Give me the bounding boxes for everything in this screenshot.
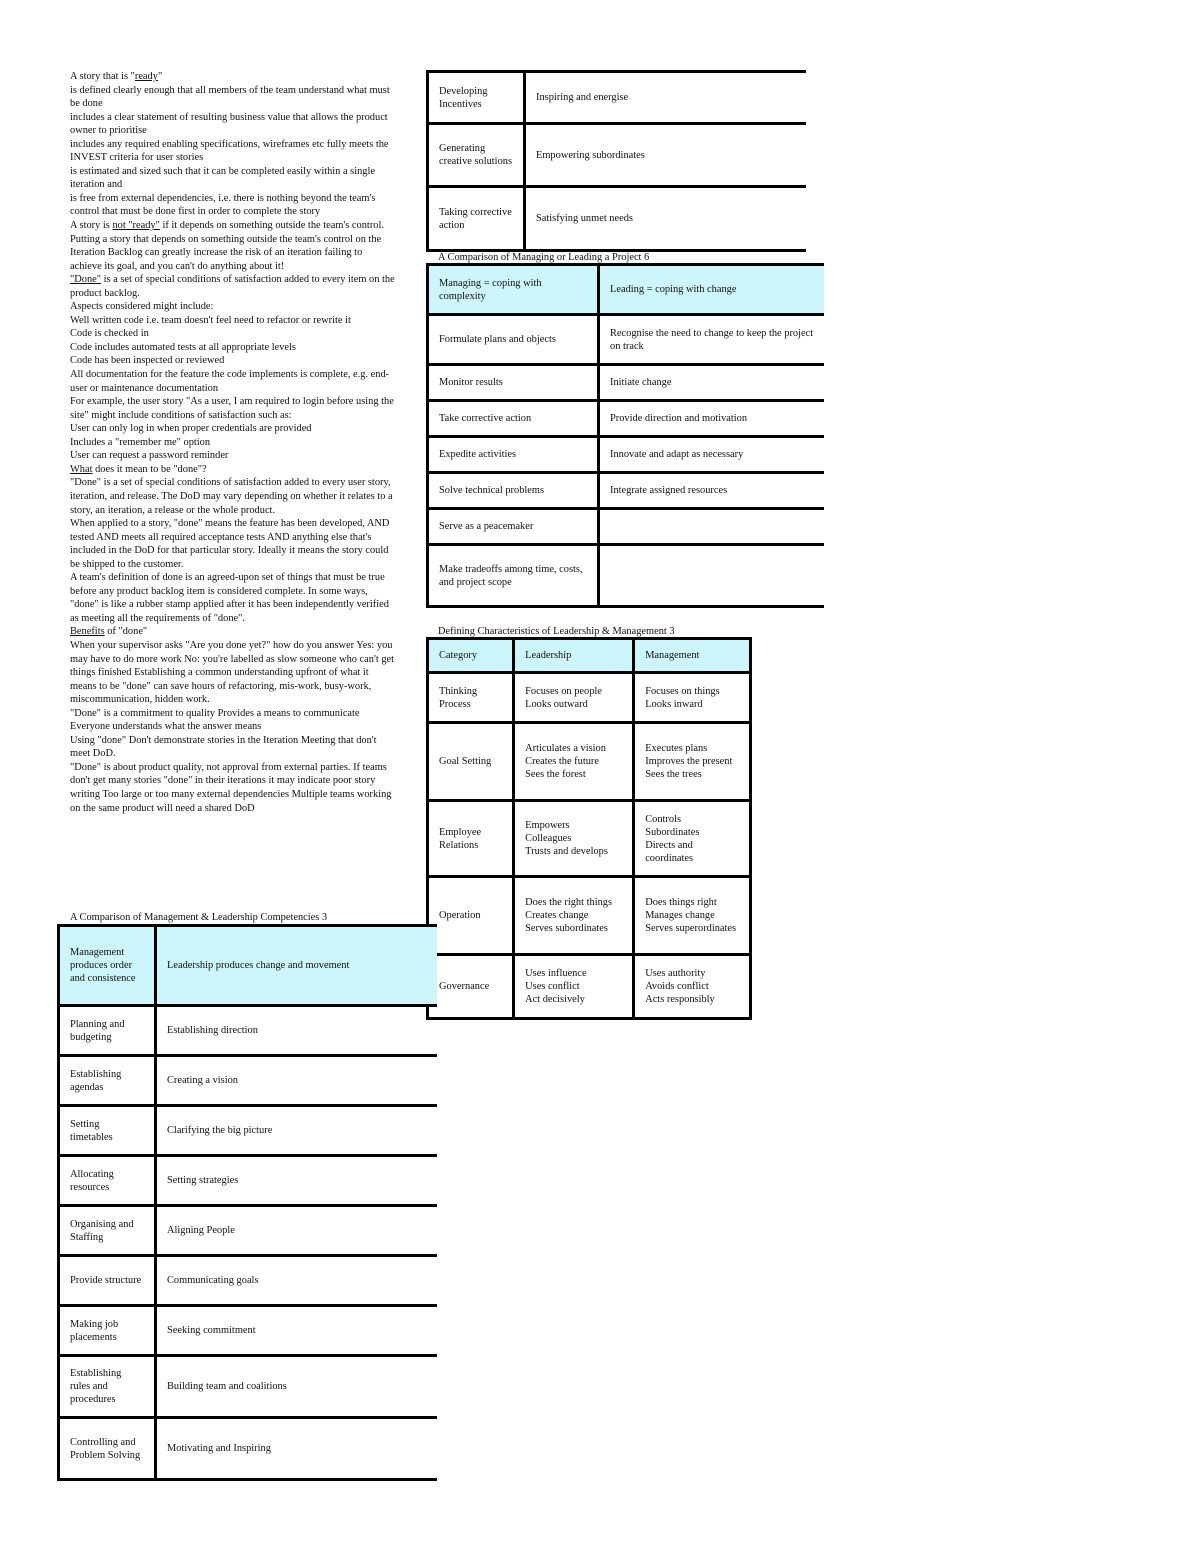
table-row: [428, 124, 807, 187]
incentives-table: [426, 70, 806, 252]
cell-line: Articulates a vision: [525, 743, 606, 754]
leadership-cell: [514, 673, 634, 723]
left-cell: Formulate plans and objects: [428, 315, 599, 365]
table-row: [59, 1056, 438, 1106]
cell-line: Directs and coordinates: [645, 839, 694, 864]
notes-line: A story is not "ready" if it depends on something outside the team's control. Putting a story that depends on something outside the team's control on the Iteration Backlog can greatly increase the risk of an iteration failing to achieve its goal, and you can't do anything about it!: [70, 220, 384, 272]
table-row: [59, 1106, 438, 1156]
characteristics-table-caption: Defining Characteristics of Leadership & Management 3: [438, 626, 675, 637]
notes-line: Code has been inspected or reviewed: [70, 355, 225, 367]
header-row: [59, 926, 438, 1006]
notes-line: All documentation for the feature the code implements is complete, e.g. end-user or maintenance documentation: [70, 369, 390, 394]
left-cell: Making job placements: [59, 1306, 156, 1356]
leadership-cell: [514, 877, 634, 955]
notes-line: Includes a "remember me" option: [70, 436, 211, 448]
left-cell: Expedite activities: [428, 437, 599, 473]
cell-line: Uses influence: [525, 968, 587, 979]
notes-line: For example, the user story "As a user, I am required to login before using the site" might include conditions of satisfaction such as:: [70, 396, 394, 421]
management-cell: [634, 877, 751, 955]
table-row: [59, 1006, 438, 1056]
header-cell: Leadership produces change and movement: [156, 926, 438, 1006]
right-cell: Seeking commitment: [156, 1306, 438, 1356]
table-row: [59, 1156, 438, 1206]
header-row: [428, 265, 825, 315]
cell-line: Manages change: [645, 910, 715, 921]
table-row: [428, 801, 751, 877]
competencies-table-caption: A Comparison of Management & Leadership Competencies 3: [70, 912, 328, 923]
header-cell: Management produces order and consistence: [59, 926, 156, 1006]
left-cell: Provide structure: [59, 1256, 156, 1306]
left-cell: Taking corrective action: [428, 187, 525, 251]
right-cell: Motivating and Inspiring: [156, 1418, 438, 1480]
header-cell: Leadership: [514, 639, 634, 673]
left-cell: Solve technical problems: [428, 473, 599, 509]
cell-line: Creates change: [525, 910, 589, 921]
right-cell: Creating a vision: [156, 1056, 438, 1106]
project-table-caption: A Comparison of Managing or Leading a Project 6: [438, 252, 650, 263]
cell-line: Serves superordinates: [645, 923, 737, 934]
right-cell: Recognise the need to change to keep the project on track: [599, 315, 825, 365]
leadership-cell: [514, 723, 634, 801]
notes-line: A story that is "ready": [70, 71, 163, 82]
table-row: [428, 401, 825, 437]
notes-line: Code is checked in: [70, 328, 149, 340]
notes-line: What does it mean to be "done"?: [70, 463, 207, 475]
notes-line: When applied to a story, "done" means the feature has been developed, AND tested AND meets all required acceptance tests AND anything else that's included in the DoD for that particular story. Ideally it means the story could be shipped to the customer.: [70, 518, 390, 570]
cell-line: Avoids conflict: [645, 981, 709, 992]
left-cell: Setting timetables: [59, 1106, 156, 1156]
left-cell: Organising and Staffing: [59, 1206, 156, 1256]
table-row: [59, 1306, 438, 1356]
competencies-table: [57, 924, 437, 1481]
notes-line: "Done" is about product quality, not approval from external parties. If teams don't get many stories "done" in their iterations it may indicate poor story writing Too large or too many external dependencies Multiple teams working on the same product will need a shared DoD: [70, 761, 392, 814]
cell-line: Subordinates: [645, 826, 700, 838]
notes-line: "Done" is a commitment to quality Provides a means to communicate Everyone understands what the answer means: [70, 707, 360, 733]
cell-line: Controls: [645, 813, 681, 825]
left-cell: Make tradeoffs among time, costs, and project scope: [428, 545, 599, 607]
project-comparison-table: [426, 263, 824, 608]
cell-line: Does things right: [645, 897, 717, 908]
table-row: [428, 365, 825, 401]
cell-line: Executes plans: [645, 743, 708, 754]
left-cell: Developing Incentives: [428, 72, 525, 124]
notes-line: "Done" is a set of special conditions of satisfaction added to every item on the product backlog.: [70, 274, 395, 299]
cell-line: Empowers: [525, 820, 570, 831]
right-cell: Initiate change: [599, 365, 825, 401]
left-cell: Generating creative solutions: [428, 124, 525, 187]
management-cell: [634, 723, 751, 801]
cell-line: Improves the present: [645, 756, 733, 767]
notes-text: [70, 70, 396, 815]
table-row: [59, 1256, 438, 1306]
category-cell: Thinking Process: [428, 673, 514, 723]
table-row: [428, 509, 825, 545]
notes-line: is estimated and sized such that it can be completed easily within a single iteration and: [70, 165, 375, 191]
left-cell: Controlling and Problem Solving: [59, 1418, 156, 1480]
table-row: [59, 1206, 438, 1256]
right-cell: Aligning People: [156, 1206, 438, 1256]
management-cell: [634, 673, 751, 723]
cell-line: Focuses on people: [525, 685, 602, 697]
cell-line: Looks inward: [645, 698, 703, 710]
table-row: [428, 437, 825, 473]
table-row: [428, 72, 807, 124]
category-cell: Operation: [428, 877, 514, 955]
header-cell: Managing = coping with complexity: [428, 265, 599, 315]
notes-line: User can request a password reminder: [70, 450, 229, 462]
left-cell: Serve as a peacemaker: [428, 509, 599, 545]
category-cell: Governance: [428, 955, 514, 1019]
cell-line: Colleagues: [525, 833, 572, 844]
left-cell: Monitor results: [428, 365, 599, 401]
category-cell: Goal Setting: [428, 723, 514, 801]
table-row: [428, 187, 807, 251]
notes-line: is free from external dependencies, i.e. there is nothing beyond the team's control that must be done first in order to complete the story: [70, 192, 376, 218]
notes-line: includes a clear statement of resulting business value that allows the product owner to prioritise: [70, 111, 388, 137]
management-cell: [634, 801, 751, 877]
category-cell: Employee Relations: [428, 801, 514, 877]
right-cell: Clarifying the big picture: [156, 1106, 438, 1156]
table-row: [428, 315, 825, 365]
left-cell: Allocating resources: [59, 1156, 156, 1206]
left-cell: Establishing rules and procedures: [59, 1356, 156, 1418]
header-cell: Management: [634, 639, 751, 673]
characteristics-table: [426, 637, 752, 1020]
right-cell: Setting strategies: [156, 1156, 438, 1206]
header-cell: Leading = coping with change: [599, 265, 825, 315]
cell-line: Uses authority: [645, 968, 706, 979]
notes-line: Code includes automated tests at all appropriate levels: [70, 341, 296, 353]
management-cell: [634, 955, 751, 1019]
notes-line: is defined clearly enough that all members of the team understand what must be done: [70, 84, 390, 110]
cell-line: Sees the trees: [645, 769, 702, 780]
right-cell: Communicating goals: [156, 1256, 438, 1306]
cell-line: Uses conflict: [525, 981, 580, 992]
notes-line: Aspects considered might include:: [70, 301, 214, 313]
notes-line: Using "done" Don't demonstrate stories in the Iteration Meeting that don't meet DoD.: [70, 734, 377, 760]
leadership-cell: [514, 955, 634, 1019]
cell-line: Looks outward: [525, 698, 588, 710]
right-cell: Satisfying unmet needs: [525, 187, 807, 251]
leadership-cell: [514, 801, 634, 877]
table-row: [59, 1418, 438, 1480]
header-cell: Category: [428, 639, 514, 673]
left-cell: Planning and budgeting: [59, 1006, 156, 1056]
table-row: [428, 877, 751, 955]
notes-line: When your supervisor asks "Are you done yet?" how do you answer Yes: you may have to do more work No: you're labelled as slow someone who can't get things finished Establishing a common understanding upfront of what it means to be "done" can save hours of refactoring, mis-work, busy-work, miscommunication, hidden work.: [70, 639, 395, 706]
table-row: [59, 1356, 438, 1418]
table-row: [428, 673, 751, 723]
left-cell: Establishing agendas: [59, 1056, 156, 1106]
right-cell: Provide direction and motivation: [599, 401, 825, 437]
notes-line: User can only log in when proper credentials are provided: [70, 423, 312, 435]
right-cell: Inspiring and energise: [525, 72, 807, 124]
notes-line: "Done" is a set of special conditions of satisfaction added to every user story, iteration, and release. The DoD may vary depending on whether it relates to a story, an iteration, a release or the whole product.: [70, 477, 393, 516]
cell-line: Focuses on things: [645, 685, 720, 697]
left-cell: Take corrective action: [428, 401, 599, 437]
right-cell: [599, 509, 825, 545]
table-row: [428, 723, 751, 801]
header-row: [428, 639, 751, 673]
table-row: [428, 545, 825, 607]
cell-line: Act decisively: [525, 994, 585, 1005]
right-cell: Empowering subordinates: [525, 124, 807, 187]
right-cell: Integrate assigned resources: [599, 473, 825, 509]
table-row: [428, 955, 751, 1019]
notes-line: Well written code i.e. team doesn't feel need to refactor or rewrite it: [70, 314, 351, 326]
cell-line: Serves subordinates: [525, 923, 608, 934]
cell-line: Creates the future: [525, 756, 599, 767]
right-cell: Innovate and adapt as necessary: [599, 437, 825, 473]
cell-line: Does the right things: [525, 897, 613, 908]
table-row: [428, 473, 825, 509]
cell-line: Acts responsibly: [645, 994, 715, 1005]
notes-line: includes any required enabling specifications, wireframes etc fully meets the INVEST criteria for user stories: [70, 138, 389, 164]
cell-line: Trusts and develops: [525, 846, 608, 857]
notes-line: Benefits of "done": [70, 626, 148, 638]
cell-line: Sees the forest: [525, 769, 586, 780]
right-cell: [599, 545, 825, 607]
right-cell: Establishing direction: [156, 1006, 438, 1056]
right-cell: Building team and coalitions: [156, 1356, 438, 1418]
notes-line: A team's definition of done is an agreed-upon set of things that must be true before any product backlog item is considered complete. In some ways, "done" is like a rubber stamp applied after it has been independently verified as meeting all the requirements of "done".: [70, 572, 389, 624]
